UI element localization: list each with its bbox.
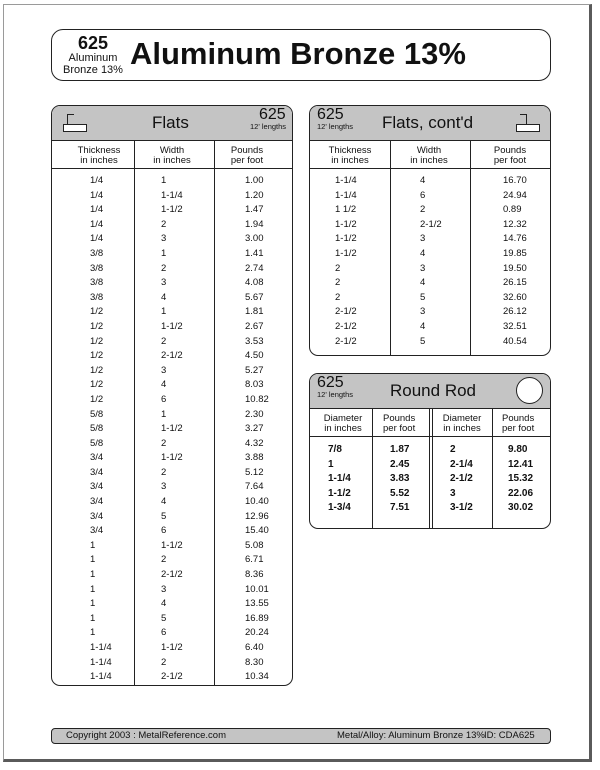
cell-thickness: 2 (335, 262, 341, 274)
alloy-badge (58, 34, 128, 76)
table-row (52, 495, 292, 510)
round-rod-icon (516, 377, 543, 404)
cell-thickness: 3/8 (90, 262, 104, 274)
flats-contd-code (317, 107, 353, 131)
cell-thickness: 1 (90, 569, 96, 581)
cell-diameter: 2-1/4 (450, 458, 473, 470)
col-header-thickness-1: Thickness (77, 145, 121, 156)
footer-bar (51, 728, 551, 744)
cell-diameter: 1 (328, 458, 334, 470)
table-row (310, 218, 550, 233)
cell-thickness: 1/4 (90, 233, 104, 245)
table-row (52, 203, 292, 218)
footer-alloy: Metal/Alloy: Aluminum Bronze 13% (337, 730, 485, 741)
cell-width: 6 (420, 189, 426, 201)
cell-pounds: 5.12 (245, 466, 264, 478)
cell-width: 4 (161, 598, 167, 610)
cell-pounds: 7.64 (245, 481, 264, 493)
cell-width: 4 (420, 247, 426, 259)
cell-thickness: 1/4 (90, 204, 104, 216)
table-row (52, 480, 292, 495)
cell-width: 2-1/2 (161, 569, 183, 581)
cell-pounds: 2.74 (245, 262, 264, 274)
col-header-diameter (314, 414, 372, 434)
cell-thickness: 3/8 (90, 247, 104, 259)
cell-width: 6 (161, 627, 167, 639)
cell-width: 2 (420, 204, 426, 216)
table-row (52, 451, 292, 466)
cell-pounds: 0.89 (503, 204, 522, 216)
cell-pounds: 1.41 (245, 247, 264, 259)
cell-width: 1-1/2 (161, 320, 183, 332)
cell-width: 2 (161, 262, 167, 274)
cell-pounds: 26.15 (503, 277, 527, 289)
cell-thickness: 1-1/2 (335, 247, 357, 259)
table-row (52, 247, 292, 262)
cell-pounds: 10.34 (245, 671, 269, 683)
table-row (52, 232, 292, 247)
cell-width: 4 (420, 175, 426, 186)
cell-pounds: 5.27 (245, 364, 264, 376)
col-header-diameter-1: Diameter (442, 413, 482, 424)
table-row (52, 276, 292, 291)
table-row (310, 276, 550, 291)
cell-width: 1-1/2 (161, 642, 183, 653)
cell-pounds: 1.47 (245, 204, 264, 216)
cell-width: 1-1/2 (161, 539, 183, 551)
cell-thickness: 1/2 (90, 335, 104, 347)
cell-pounds: 2.45 (390, 458, 410, 470)
cell-width: 4 (161, 496, 167, 508)
cell-pounds: 10.01 (245, 583, 269, 595)
cell-pounds: 5.08 (245, 539, 264, 551)
table-row (52, 349, 292, 364)
col-header-thickness-2: in inches (331, 155, 369, 166)
flats-contd-lengths: 12' lengths (317, 122, 354, 131)
col-header-diameter (434, 414, 490, 434)
cell-pounds: 13.55 (245, 598, 269, 610)
cell-pounds: 12.32 (503, 218, 527, 230)
table-row (52, 641, 292, 656)
cell-width: 2 (161, 218, 167, 230)
flats-title: Flats (152, 113, 189, 132)
footer-id: ID: CDA625 (484, 730, 535, 741)
col-header-diameter-1: Diameter (323, 413, 363, 424)
round-rod-panel (309, 373, 551, 529)
flats-contd-title: Flats, cont'd (382, 113, 474, 132)
cell-diameter: 2-1/2 (450, 473, 473, 485)
table-row (52, 670, 292, 685)
table-row (52, 466, 292, 481)
cell-pounds: 2.67 (245, 320, 264, 332)
cell-pounds: 8.30 (245, 656, 264, 668)
cell-pounds: 40.54 (503, 335, 527, 347)
table-row (310, 320, 550, 335)
cell-width: 5 (420, 291, 426, 303)
cell-thickness: 1/2 (90, 320, 104, 332)
cell-thickness: 3/4 (90, 466, 104, 478)
cell-thickness: 5/8 (90, 437, 104, 449)
flats-rows (52, 174, 292, 685)
table-row (310, 305, 550, 320)
table-row (310, 443, 550, 458)
table-row (52, 218, 292, 233)
col-header-pounds (383, 414, 433, 434)
table-row (52, 539, 292, 554)
cell-diameter: 1-3/4 (328, 502, 351, 514)
cell-thickness: 1/2 (90, 364, 104, 376)
cell-pounds: 5.67 (245, 291, 264, 303)
col-header-width-2: in inches (410, 155, 448, 166)
cell-pounds: 12.41 (508, 458, 534, 470)
cell-pounds: 3.00 (245, 233, 264, 245)
table-row (310, 291, 550, 306)
cell-thickness: 2-1/2 (335, 306, 357, 318)
cell-pounds: 4.32 (245, 437, 264, 449)
cell-thickness: 1/4 (90, 189, 104, 201)
cell-pounds: 1.87 (390, 444, 410, 455)
cell-width: 2 (161, 437, 167, 449)
cell-width: 1-1/2 (161, 452, 183, 464)
cell-pounds: 16.89 (245, 612, 269, 624)
cell-pounds: 9.80 (508, 444, 528, 455)
flats-contd-code-number: 625 (317, 106, 344, 123)
flats-lengths: 12' lengths (250, 122, 287, 131)
cell-thickness: 5/8 (90, 408, 104, 420)
cell-pounds: 1.20 (245, 189, 264, 201)
cell-pounds: 1.00 (245, 175, 264, 186)
cell-width: 2-1/2 (420, 218, 442, 230)
col-header-width (142, 146, 202, 166)
cell-thickness: 1-1/4 (90, 671, 112, 683)
cell-pounds: 19.50 (503, 262, 527, 274)
cell-thickness: 1/2 (90, 393, 104, 405)
flats-contd-header (310, 106, 550, 141)
cell-thickness: 1-1/4 (90, 656, 112, 668)
col-header-pounds-2: per foot (502, 423, 535, 434)
cell-pounds: 26.12 (503, 306, 527, 318)
cell-pounds: 8.03 (245, 379, 264, 391)
title-banner (51, 29, 551, 81)
cell-thickness: 1-1/4 (335, 175, 357, 186)
cell-width: 3 (420, 262, 426, 274)
cell-thickness: 3/4 (90, 496, 104, 508)
cell-width: 1-1/2 (161, 423, 183, 435)
cell-pounds: 30.02 (508, 502, 534, 514)
table-row (52, 262, 292, 277)
cell-width: 2-1/2 (161, 350, 183, 362)
table-row (52, 583, 292, 598)
table-row (310, 232, 550, 247)
cell-thickness: 3/4 (90, 510, 104, 522)
table-row (310, 501, 550, 516)
header-rule (310, 436, 550, 437)
table-row (310, 189, 550, 204)
cell-thickness: 1-1/2 (335, 233, 357, 245)
col-header-width-1: Width (416, 145, 442, 156)
cell-width: 3 (161, 364, 167, 376)
col-header-width (398, 146, 460, 166)
table-row (310, 487, 550, 502)
cell-thickness: 2-1/2 (335, 320, 357, 332)
col-header-diameter-2: in inches (324, 423, 362, 434)
cell-thickness: 3/8 (90, 291, 104, 303)
cell-diameter: 7/8 (328, 444, 342, 455)
col-header-pounds-1: Pounds (493, 145, 527, 156)
cell-thickness: 3/4 (90, 452, 104, 464)
col-header-thickness-1: Thickness (328, 145, 372, 156)
round-rod-header (310, 374, 550, 409)
cell-thickness: 1 (90, 554, 96, 566)
table-row (52, 510, 292, 525)
table-row (310, 203, 550, 218)
table-row (52, 335, 292, 350)
cell-width: 5 (161, 510, 167, 522)
cell-thickness: 1/2 (90, 379, 104, 391)
col-header-pounds-1: Pounds (383, 413, 416, 424)
table-row (310, 458, 550, 473)
col-header-thickness (315, 146, 385, 166)
cell-width: 3 (161, 277, 167, 289)
table-row (52, 437, 292, 452)
cell-pounds: 24.94 (503, 189, 527, 201)
col-header-pounds-2: per foot (383, 423, 416, 434)
cell-pounds: 22.06 (508, 487, 534, 499)
col-header-pounds (217, 146, 277, 166)
col-header-thickness-2: in inches (80, 155, 118, 166)
cell-width: 5 (161, 612, 167, 624)
col-header-pounds-1: Pounds (230, 145, 264, 156)
table-row (310, 247, 550, 262)
cell-width: 2 (161, 466, 167, 478)
cell-thickness: 1 (90, 583, 96, 595)
round-rod-code-number: 625 (317, 374, 344, 391)
header-rule (310, 168, 550, 169)
cell-thickness: 3/8 (90, 277, 104, 289)
table-row (52, 364, 292, 379)
page-title: Aluminum Bronze 13% (130, 36, 466, 71)
cell-thickness: 1 1/2 (335, 204, 357, 216)
cell-width: 4 (420, 277, 426, 289)
cell-pounds: 10.82 (245, 393, 269, 405)
cell-diameter: 3-1/2 (450, 502, 473, 514)
cell-width: 6 (161, 393, 167, 405)
cell-width: 1 (161, 175, 167, 186)
round-rod-lengths: 12' lengths (317, 390, 354, 399)
round-rod-code (317, 375, 353, 399)
cell-thickness: 2 (335, 291, 341, 303)
table-row (52, 626, 292, 641)
col-header-pounds (480, 146, 540, 166)
flat-bar-icon (63, 112, 89, 134)
cell-diameter: 1-1/2 (328, 487, 351, 499)
cell-pounds: 20.24 (245, 627, 269, 639)
cell-width: 3 (161, 481, 167, 493)
badge-line-2: Bronze 13% (63, 64, 123, 76)
cell-diameter: 2 (450, 444, 456, 455)
col-header-pounds-1: Pounds (502, 413, 535, 424)
cell-width: 3 (161, 233, 167, 245)
col-header-diameter-2: in inches (443, 423, 481, 434)
table-row (310, 335, 550, 350)
cell-thickness: 1 (90, 598, 96, 610)
cell-pounds: 4.08 (245, 277, 264, 289)
table-row (52, 305, 292, 320)
cell-thickness: 3/4 (90, 525, 104, 537)
cell-thickness: 2-1/2 (335, 335, 357, 347)
badge-code: 625 (77, 33, 109, 53)
table-row (310, 472, 550, 487)
table-row (52, 174, 292, 189)
flat-bar-icon (516, 112, 542, 134)
cell-width: 2 (161, 335, 167, 347)
cell-diameter: 3 (450, 487, 456, 499)
cell-width: 2 (161, 656, 167, 668)
cell-width: 2 (161, 554, 167, 566)
cell-width: 2-1/2 (161, 671, 183, 683)
cell-width: 1 (161, 247, 167, 259)
cell-thickness: 1-1/4 (335, 189, 357, 201)
cell-pounds: 1.81 (245, 306, 264, 318)
table-row (52, 597, 292, 612)
cell-width: 3 (420, 233, 426, 245)
table-row (52, 189, 292, 204)
flats-header (52, 106, 292, 141)
flats-contd-rows (310, 174, 550, 349)
cell-width: 3 (420, 306, 426, 318)
cell-thickness: 1/4 (90, 175, 104, 186)
table-row (52, 656, 292, 671)
cell-width: 1 (161, 408, 167, 420)
cell-thickness: 1/4 (90, 218, 104, 230)
cell-diameter: 1-1/4 (328, 473, 351, 485)
cell-pounds: 6.40 (245, 642, 264, 653)
round-rod-title: Round Rod (390, 381, 477, 400)
table-row (310, 174, 550, 189)
cell-pounds: 3.83 (390, 473, 410, 485)
cell-pounds: 10.40 (245, 496, 269, 508)
table-row (52, 378, 292, 393)
cell-width: 1 (161, 306, 167, 318)
cell-pounds: 3.88 (245, 452, 264, 464)
col-header-pounds (502, 414, 550, 434)
cell-width: 1-1/2 (161, 204, 183, 216)
cell-width: 1-1/4 (161, 189, 183, 201)
cell-thickness: 5/8 (90, 423, 104, 435)
cell-thickness: 1/2 (90, 306, 104, 318)
cell-thickness: 1-1/4 (90, 642, 112, 653)
table-row (52, 524, 292, 539)
cell-pounds: 16.70 (503, 175, 527, 186)
cell-width: 4 (161, 379, 167, 391)
cell-thickness: 3/4 (90, 481, 104, 493)
cell-thickness: 1 (90, 612, 96, 624)
col-header-thickness (64, 146, 134, 166)
cell-pounds: 12.96 (245, 510, 269, 522)
cell-width: 3 (161, 583, 167, 595)
cell-pounds: 2.30 (245, 408, 264, 420)
col-header-width-2: in inches (153, 155, 191, 166)
flats-code (250, 107, 286, 131)
flats-contd-panel (309, 105, 551, 356)
cell-pounds: 15.32 (508, 473, 534, 485)
table-row (310, 262, 550, 277)
table-row (52, 553, 292, 568)
cell-thickness: 1 (90, 539, 96, 551)
cell-thickness: 1-1/2 (335, 218, 357, 230)
table-row (52, 422, 292, 437)
cell-thickness: 1/2 (90, 350, 104, 362)
cell-pounds: 6.71 (245, 554, 264, 566)
col-header-pounds-2: per foot (493, 155, 527, 166)
table-row (52, 320, 292, 335)
cell-pounds: 3.27 (245, 423, 264, 435)
cell-width: 4 (161, 291, 167, 303)
cell-pounds: 5.52 (390, 487, 410, 499)
cell-thickness: 1 (90, 627, 96, 639)
cell-pounds: 14.76 (503, 233, 527, 245)
flats-code-number: 625 (259, 106, 286, 123)
badge-line-1: Aluminum (68, 52, 118, 64)
table-row (52, 568, 292, 583)
cell-pounds: 4.50 (245, 350, 264, 362)
table-row (52, 291, 292, 306)
cell-width: 6 (161, 525, 167, 537)
table-row (52, 612, 292, 627)
cell-width: 5 (420, 335, 426, 347)
cell-pounds: 3.53 (245, 335, 264, 347)
cell-pounds: 8.36 (245, 569, 264, 581)
flats-panel (51, 105, 293, 686)
table-row (52, 408, 292, 423)
cell-pounds: 15.40 (245, 525, 269, 537)
table-row (52, 393, 292, 408)
col-header-width-1: Width (159, 145, 185, 156)
col-header-pounds-2: per foot (230, 155, 264, 166)
cell-thickness: 2 (335, 277, 341, 289)
round-rod-rows-right (310, 443, 550, 516)
cell-pounds: 19.85 (503, 247, 527, 259)
cell-pounds: 32.60 (503, 291, 527, 303)
header-rule (52, 168, 292, 169)
cell-pounds: 1.94 (245, 218, 264, 230)
cell-pounds: 7.51 (390, 502, 410, 514)
cell-pounds: 32.51 (503, 320, 527, 332)
cell-width: 4 (420, 320, 426, 332)
footer-copyright: Copyright 2003 : MetalReference.com (66, 730, 226, 741)
